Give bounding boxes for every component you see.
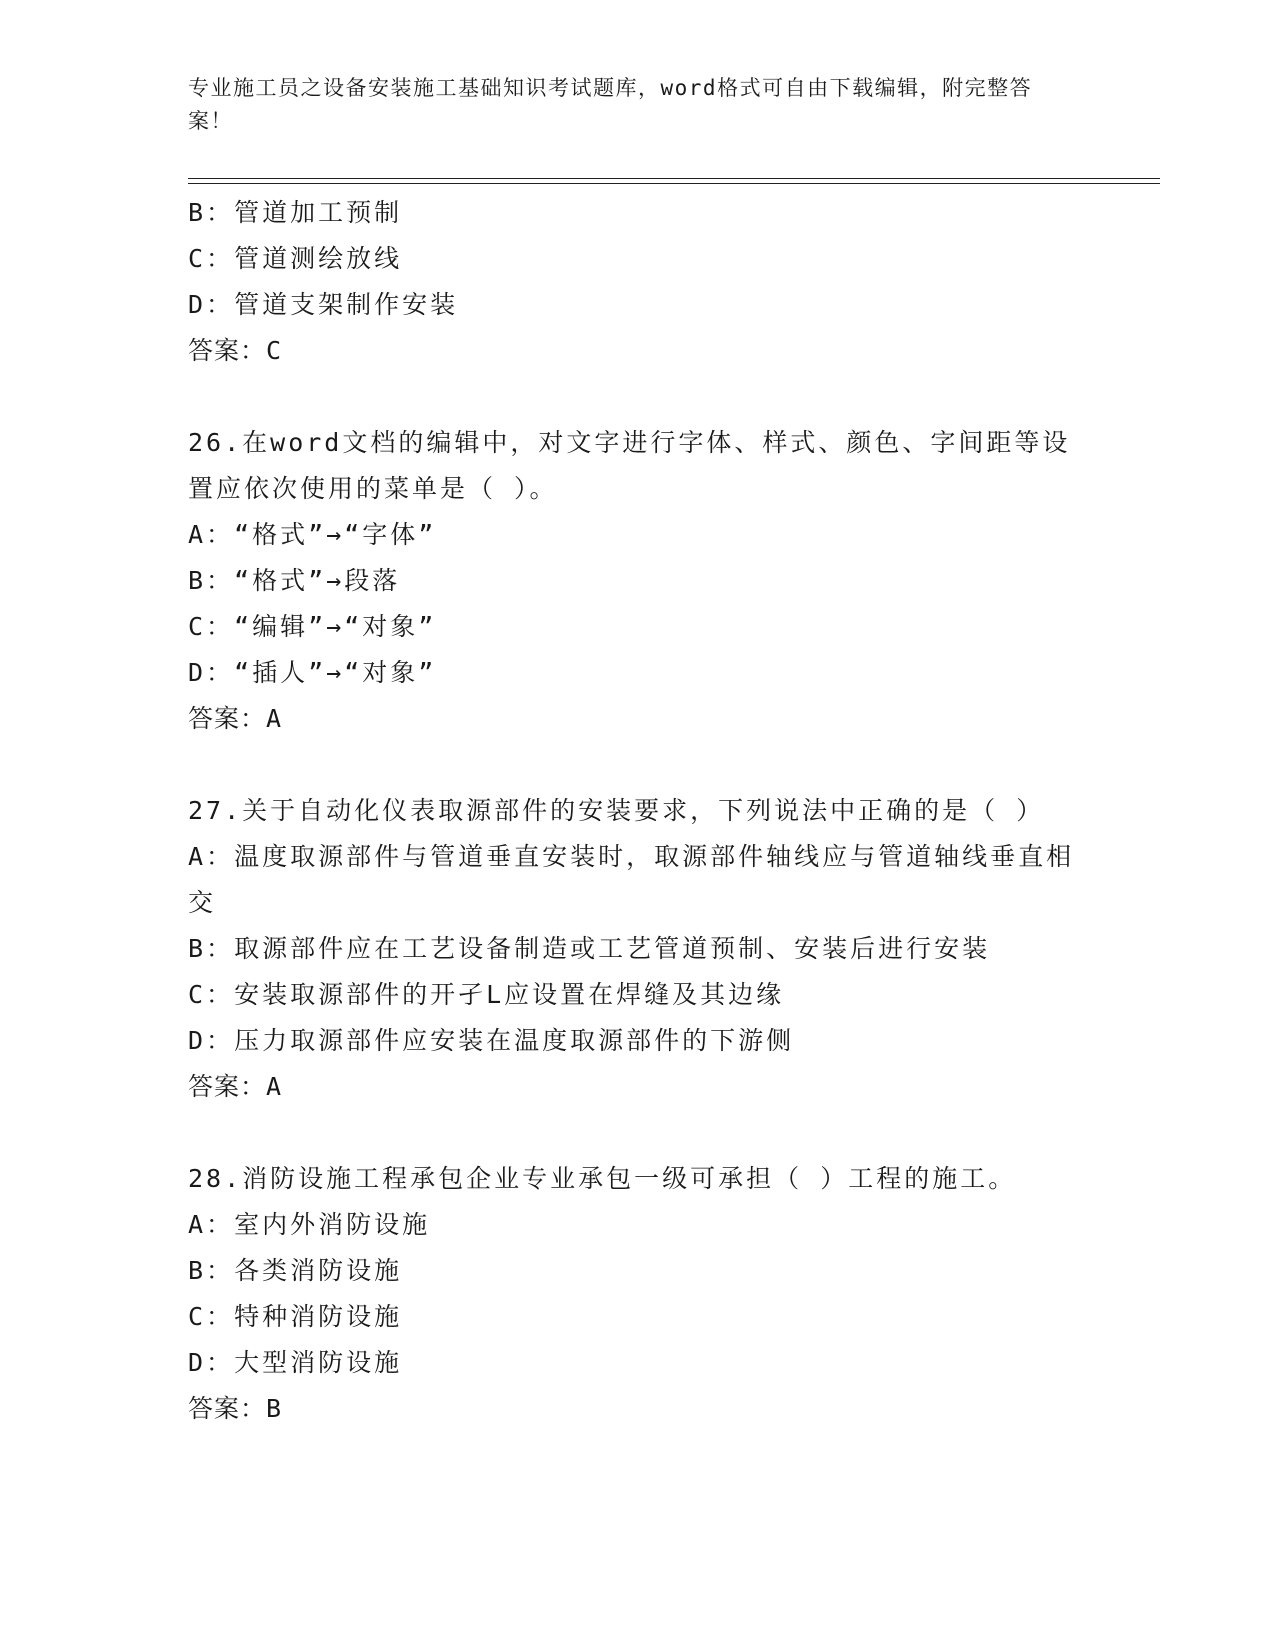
answer-line (188, 696, 1088, 742)
option-label: D： (188, 290, 235, 319)
option-d (188, 282, 1088, 328)
option-text: 大型消防设施 (234, 1348, 403, 1377)
option-text: 管道支架制作安装 (234, 290, 459, 319)
question-stem: 27.关于自动化仪表取源部件的安装要求，下列说法中正确的是（ ） (188, 796, 1045, 825)
answer-value: C (266, 336, 283, 365)
option-label: D： (188, 658, 235, 687)
answer-label: 答案： (188, 704, 267, 733)
option-c (188, 236, 1088, 282)
option-a (188, 1202, 1088, 1248)
option-b (188, 1248, 1088, 1294)
option-c (188, 972, 1088, 1018)
question-28 (188, 1156, 1088, 1432)
option-text: “格式”→“字体” (234, 520, 437, 549)
option-text: 特种消防设施 (234, 1302, 403, 1331)
option-text: 各类消防设施 (234, 1256, 403, 1285)
question-stem: 28.消防设施工程承包企业专业承包一级可承担（ ）工程的施工。 (188, 1164, 1017, 1193)
question-26 (188, 420, 1088, 742)
answer-label: 答案： (188, 1394, 267, 1423)
option-text: 安装取源部件的开孑L应设置在焊缝及其边缘 (234, 980, 785, 1009)
answer-value: A (266, 1072, 283, 1101)
option-label: D： (188, 1348, 235, 1377)
option-label: C： (188, 244, 235, 273)
answer-value: A (266, 704, 283, 733)
question-stem: 26.在word文档的编辑中，对文字进行字体、样式、颜色、字间距等设置应依次使用的菜单是（ ）。 (188, 428, 1071, 503)
option-label: A： (188, 1210, 235, 1239)
option-label: B： (188, 934, 235, 963)
option-label: B： (188, 1256, 235, 1285)
page-header: 专业施工员之设备安装施工基础知识考试题库，word格式可自由下载编辑，附完整答案！ (188, 76, 1033, 133)
option-b (188, 190, 1088, 236)
option-b (188, 558, 1088, 604)
answer-label: 答案： (188, 1072, 267, 1101)
option-text: 取源部件应在工艺设备制造或工艺管道预制、安装后进行安装 (234, 934, 991, 963)
option-a (188, 512, 1088, 558)
option-text: “格式”→段落 (234, 566, 401, 595)
question-list (188, 190, 1088, 1432)
answer-line (188, 1386, 1088, 1432)
option-c (188, 604, 1088, 650)
option-label: C： (188, 612, 235, 641)
option-b (188, 926, 1088, 972)
option-c (188, 1294, 1088, 1340)
option-label: A： (188, 520, 235, 549)
option-text: 管道测绘放线 (234, 244, 403, 273)
option-label: C： (188, 1302, 235, 1331)
option-text: 室内外消防设施 (234, 1210, 431, 1239)
option-label: B： (188, 198, 235, 227)
option-text: “编辑”→“对象” (234, 612, 437, 641)
option-label: A： (188, 842, 235, 871)
option-label: B： (188, 566, 235, 595)
option-label: D： (188, 1026, 235, 1055)
option-label: C： (188, 980, 235, 1009)
question-25-continued (188, 190, 1088, 374)
option-d (188, 650, 1088, 696)
option-text: “插人”→“对象” (234, 658, 437, 687)
option-d (188, 1018, 1088, 1064)
option-text: 管道加工预制 (234, 198, 403, 227)
option-text: 压力取源部件应安装在温度取源部件的下游侧 (234, 1026, 795, 1055)
answer-label: 答案： (188, 336, 267, 365)
answer-line (188, 328, 1088, 374)
answer-line (188, 1064, 1088, 1110)
option-text: 温度取源部件与管道垂直安装时，取源部件轴线应与管道轴线垂直相交 (188, 842, 1075, 917)
answer-value: B (266, 1394, 283, 1423)
option-d (188, 1340, 1088, 1386)
header-divider (188, 178, 1160, 184)
option-a (188, 834, 1088, 926)
question-27 (188, 788, 1088, 1110)
